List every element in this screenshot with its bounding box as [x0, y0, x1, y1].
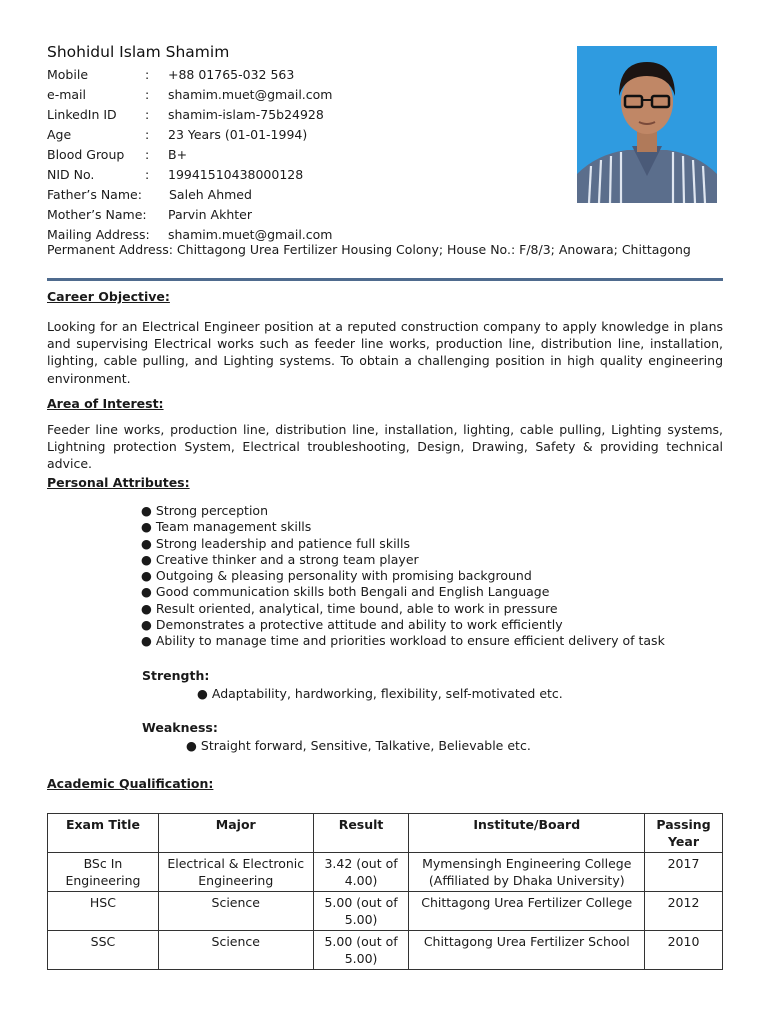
list-item: ● Demonstrates a protective attitude and ability to work efficiently: [141, 617, 563, 633]
info-row-nid: [47, 165, 332, 185]
academic-table: [47, 813, 723, 970]
permanent-address: Permanent Address: Chittagong Urea Fertilizer Housing Colony; House No.: F/8/3; Anowara; Chittagong: [47, 242, 691, 257]
info-value: Saleh Ahmed: [169, 187, 252, 202]
area-of-interest-text: Feeder line works, production line, distribution line, installation, lighting, cable pulling, Lighting systems, Lightning protection System, Electrical troubleshooting, Design, Drawing, Safety & providing technical advice.: [47, 422, 723, 472]
info-value: 19941510438000128: [168, 167, 304, 182]
info-value: shamim.muet@gmail.com: [168, 87, 333, 102]
section-divider: [47, 278, 723, 281]
info-value: Parvin Akhter: [168, 207, 252, 222]
column-header: Exam Title: [48, 814, 159, 853]
info-value: +88 01765-032 563: [168, 67, 295, 82]
table-cell: BSc In Engineering: [48, 853, 159, 892]
table-cell: Science: [158, 892, 313, 931]
strength-text: ● Adaptability, hardworking, flexibility, self-motivated etc.: [197, 686, 563, 701]
column-header: Passing Year: [645, 814, 723, 853]
info-value: shamim.muet@gmail.com: [168, 227, 333, 242]
list-item: ● Outgoing & pleasing personality with promising background: [141, 568, 532, 584]
table-row: [48, 931, 723, 970]
table-cell: SSC: [48, 931, 159, 970]
table-header-row: [48, 814, 723, 853]
table-cell: 2017: [645, 853, 723, 892]
info-label: Mother’s Name:: [47, 207, 147, 222]
info-colon: :: [145, 147, 150, 162]
info-label: Age: [47, 127, 72, 142]
info-row-blood-group: [47, 145, 332, 165]
table-cell: Chittagong Urea Fertilizer School: [409, 931, 645, 970]
info-row-father: [47, 185, 332, 205]
list-item: ● Good communication skills both Bengali and English Language: [141, 584, 550, 600]
table-cell: 3.42 (out of 4.00): [313, 853, 409, 892]
list-item: ● Team management skills: [141, 519, 312, 535]
list-item: ● Strong perception: [141, 503, 268, 518]
list-item: ● Strong leadership and patience full skills: [141, 535, 410, 551]
info-value: shamim-islam-75b24928: [168, 107, 324, 122]
info-row-age: [47, 125, 332, 145]
career-objective-text: Looking for an Electrical Engineer position at a reputed construction company to apply knowledge in plans and supervising Electrical works such as feeder line works, production line, distribution line, installation, lighting, cable pulling, and Lighting systems. To obtain a challenging position in high quality engineering environment.: [47, 319, 723, 386]
info-label: Father’s Name:: [47, 187, 142, 202]
info-row-mother: [47, 205, 332, 225]
attributes-list: [141, 503, 665, 650]
table-cell: 2010: [645, 931, 723, 970]
candidate-name: Shohidul Islam Shamim: [47, 43, 230, 61]
table-cell: 2012: [645, 892, 723, 931]
table-cell: Mymensingh Engineering College (Affiliated by Dhaka University): [409, 853, 645, 892]
list-item: ● Creative thinker and a strong team player: [141, 551, 419, 567]
info-colon: :: [145, 127, 150, 142]
info-colon: :: [145, 167, 150, 182]
info-label: NID No.: [47, 167, 95, 182]
table-cell: Science: [158, 931, 313, 970]
strength-title: Strength:: [142, 668, 210, 683]
profile-photo: [577, 46, 717, 203]
personal-attributes-title: Personal Attributes:: [47, 475, 190, 490]
list-item: ● Result oriented, analytical, time bound, able to work in pressure: [141, 600, 558, 616]
weakness-text: ● Straight forward, Sensitive, Talkative, Believable etc.: [186, 738, 531, 753]
table-row: [48, 853, 723, 892]
table-cell: 5.00 (out of 5.00): [313, 931, 409, 970]
info-colon: :: [145, 67, 150, 82]
info-value: 23 Years (01-01-1994): [168, 127, 308, 142]
area-of-interest-title: Area of Interest:: [47, 396, 164, 411]
info-row-email: [47, 85, 332, 105]
academic-qualification-title: Academic Qualification:: [47, 776, 214, 791]
info-row-linkedin: [47, 105, 332, 125]
contact-info: [47, 65, 332, 245]
info-label: Blood Group: [47, 147, 125, 162]
info-label: e-mail: [47, 87, 86, 102]
info-row-mobile: [47, 65, 332, 85]
info-label: LinkedIn ID: [47, 107, 117, 122]
info-label: Mailing Address:: [47, 227, 150, 242]
info-colon: :: [145, 107, 150, 122]
info-label: Mobile: [47, 67, 89, 82]
column-header: Institute/Board: [409, 814, 645, 853]
table-cell: Chittagong Urea Fertilizer College: [409, 892, 645, 931]
info-value: B+: [168, 147, 188, 162]
table-cell: Electrical & Electronic Engineering: [158, 853, 313, 892]
table-cell: HSC: [48, 892, 159, 931]
list-item: ● Ability to manage time and priorities workload to ensure efficient delivery of task: [141, 633, 665, 649]
career-objective-title: Career Objective:: [47, 289, 170, 304]
info-colon: :: [145, 87, 150, 102]
table-row: [48, 892, 723, 931]
weakness-title: Weakness:: [142, 720, 218, 735]
column-header: Result: [313, 814, 409, 853]
table-cell: 5.00 (out of 5.00): [313, 892, 409, 931]
column-header: Major: [158, 814, 313, 853]
